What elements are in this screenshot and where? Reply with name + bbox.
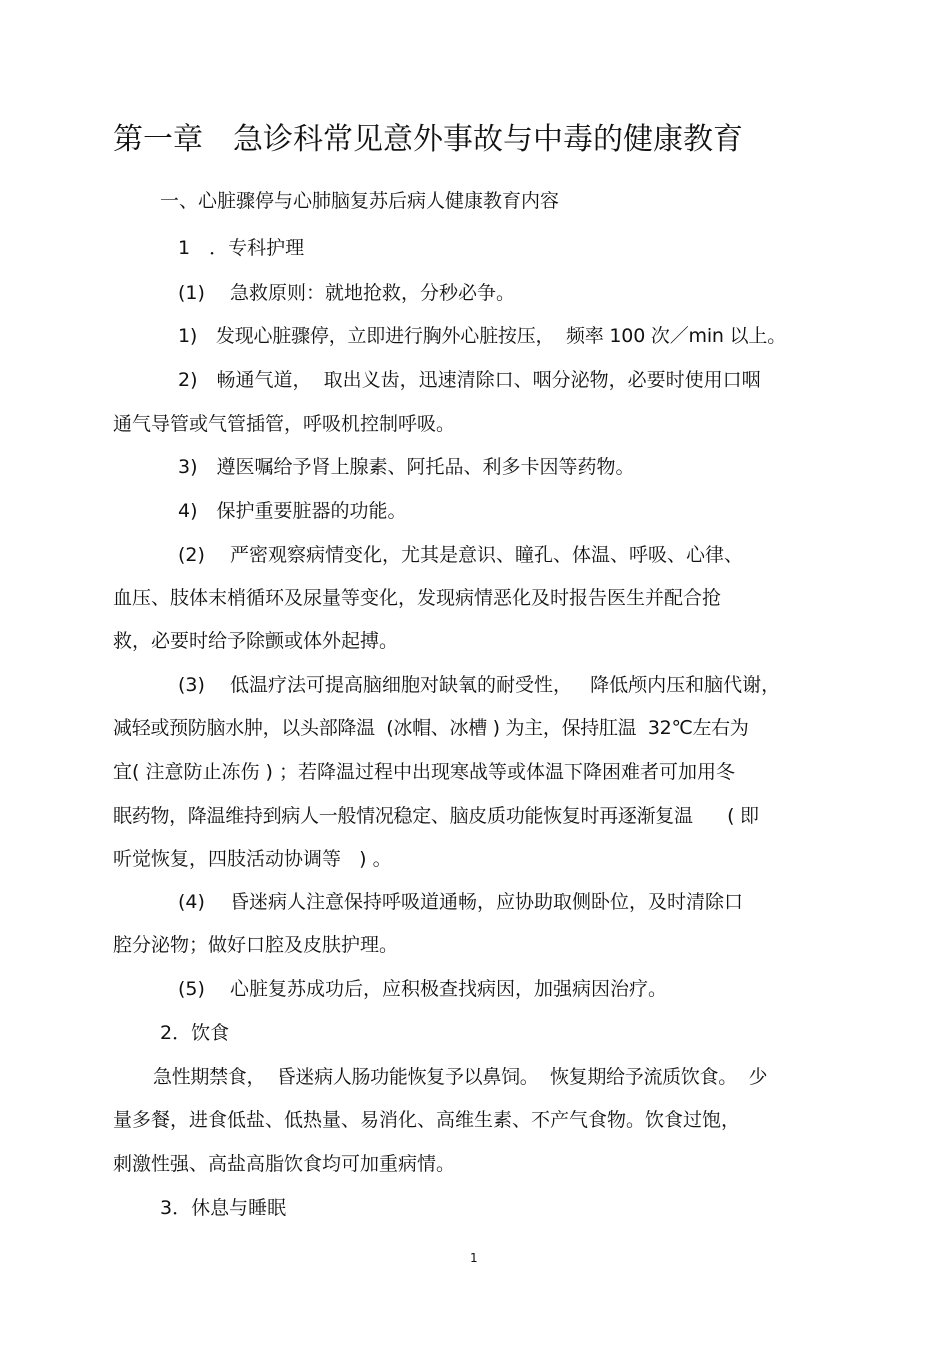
- paragraph-line: 量多餐，进食低盐、低热量、易消化、高维生素、不产气食物。饮食过饱，: [113, 1109, 741, 1131]
- section-heading: 一、心脏骤停与心肺脑复苏后病人健康教育内容: [160, 190, 560, 212]
- paragraph-line: (4) 昏迷病人注意保持呼吸道通畅，应协助取侧卧位，及时清除口: [178, 891, 743, 913]
- paragraph-line: 急性期禁食， 昏迷病人肠功能恢复予以鼻饲。 恢复期给予流质饮食。 少: [153, 1066, 768, 1088]
- paragraph-line: 2) 畅通气道， 取出义齿，迅速清除口、咽分泌物，必要时使用口咽: [178, 369, 761, 391]
- paragraph-line: 宜( 注意防止冻伤 ) ；若降温过程中出现寒战等或体温下降困难者可加用冬: [113, 761, 735, 783]
- paragraph-line: 3) 遵医嘱给予肾上腺素、阿托品、利多卡因等药物。: [178, 456, 635, 478]
- paragraph-line: 通气导管或气管插管，呼吸机控制呼吸。: [113, 413, 456, 435]
- paragraph-line: (1) 急救原则：就地抢救，分秒必争。: [178, 282, 515, 304]
- paragraph-line: 眠药物，降温维持到病人一般情况稳定、脑皮质功能恢复时再逐渐复温 ( 即: [113, 805, 759, 827]
- paragraph-line: 腔分泌物；做好口腔及皮肤护理。: [113, 934, 399, 956]
- paragraph-line: 1) 发现心脏骤停，立即进行胸外心脏按压， 频率 100 次／min 以上。: [178, 325, 786, 347]
- paragraph-line: (3) 低温疗法可提高脑细胞对缺氧的耐受性， 降低颅内压和脑代谢，: [178, 674, 781, 696]
- subsection-heading: 3．休息与睡眠: [160, 1197, 287, 1219]
- paragraph-line: 血压、肢体末梢循环及尿量等变化，发现病情恶化及时报告医生并配合抢: [113, 587, 722, 609]
- paragraph-line: 4) 保护重要脏器的功能。: [178, 500, 407, 522]
- paragraph-line: 刺激性强、高盐高脂饮食均可加重病情。: [113, 1153, 456, 1175]
- subsection-heading: 1 ．专科护理: [178, 237, 305, 259]
- paragraph-line: 减轻或预防脑水肿，以头部降温 (冰帽、冰槽 ) 为主，保持肛温 32℃左右为: [113, 717, 749, 739]
- paragraph-line: 救，必要时给予除颤或体外起搏。: [113, 630, 399, 652]
- page-number: 1: [470, 1251, 478, 1265]
- paragraph-line: (2) 严密观察病情变化，尤其是意识、瞳孔、体温、呼吸、心律、: [178, 544, 743, 566]
- paragraph-line: 听觉恢复，四肢活动协调等 ) 。: [113, 848, 392, 870]
- paragraph-line: (5) 心脏复苏成功后，应积极查找病因，加强病因治疗。: [178, 978, 667, 1000]
- subsection-heading: 2．饮食: [160, 1022, 230, 1044]
- chapter-title: 第一章 急诊科常见意外事故与中毒的健康教育: [113, 122, 743, 157]
